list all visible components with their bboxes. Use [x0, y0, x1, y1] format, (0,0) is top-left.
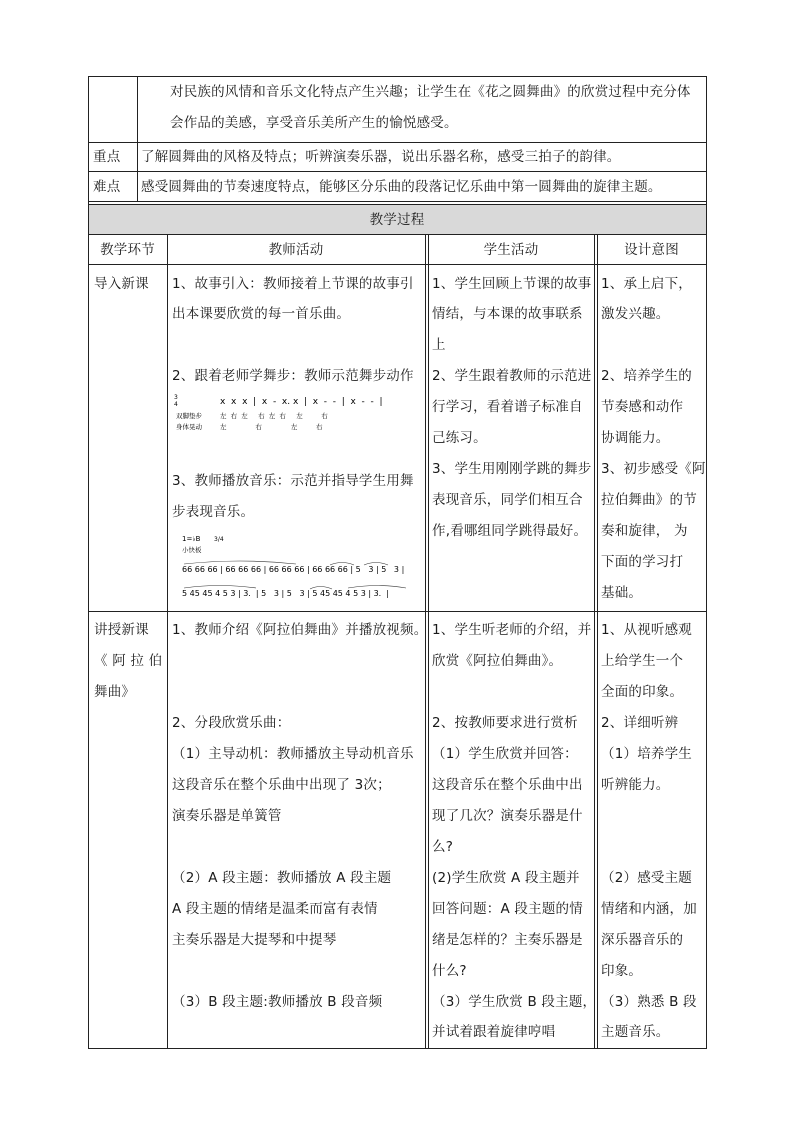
dance-time-sig-bottom: 4: [174, 401, 178, 408]
intro-student-p1-l1: 1、学生回顾上节课的故事: [432, 276, 592, 292]
newlesson-intent-l11: （3）熟悉 B 段: [601, 994, 697, 1010]
difficult-point-text: 感受圆舞曲的节奏速度特点，能够区分乐曲的段落记忆乐曲中第一圆舞曲的旋律主题。: [141, 179, 662, 195]
melody-key: 1=♭B: [182, 535, 201, 543]
newlesson-teacher-l2: 2、分段欣赏乐曲：: [172, 715, 291, 731]
intro-intent-p2-l1: 2、培养学生的: [601, 368, 692, 384]
newlesson-teacher-l6: （2）A 段主题：教师播放 A 段主题: [172, 870, 392, 886]
intro-teacher-p3-l2: 步表现音乐。: [172, 504, 255, 520]
melody-meter: 3/4: [214, 536, 224, 543]
intro-student-p3-l1: 3、学生用刚刚学跳的舞步: [432, 461, 592, 477]
key-point-text: 了解圆舞曲的风格及特点；听辨演奏乐器，说出乐器名称，感受三拍子的韵律。: [141, 149, 621, 165]
intro-intent-p3-l2: 拉伯舞曲》的节: [601, 492, 697, 508]
stage-newlesson-l1: 讲授新课: [94, 622, 149, 638]
newlesson-student-l7: 么?: [432, 839, 454, 855]
intro-student-p3-l2: 表现音乐，同学们相互合: [432, 492, 583, 508]
newlesson-intent-l9: 深乐器音乐的: [601, 932, 684, 948]
newlesson-student-l6: 现了几次？演奏乐器是什: [432, 808, 583, 824]
newlesson-student-l8: (2)学生欣赏 A 段主题并: [432, 870, 580, 886]
intro-intent-p2-l3: 协调能力。: [601, 430, 670, 446]
column-header-student: 学生活动: [483, 242, 539, 258]
newlesson-intent-l4: 2、详细听辨: [601, 715, 679, 731]
newlesson-teacher-l8: 主奏乐器是大提琴和中提琴: [172, 932, 337, 948]
intro-intent-p3-l1: 3、初步感受《阿: [601, 461, 706, 477]
dance-notes: x x x | x - x. x | x - - | x - - |: [220, 397, 383, 407]
key-point-label: 重点: [93, 149, 121, 165]
stage-newlesson-l2: 《 阿 拉 伯: [94, 653, 163, 669]
intro-intent-p2-l2: 节奏感和动作: [601, 399, 684, 415]
newlesson-student-l4: （1）学生欣赏并回答：: [432, 746, 578, 762]
intro-student-p1-l3: 上: [432, 337, 446, 353]
dance-row2: 左 右 左 右: [220, 423, 323, 431]
intro-student-p2-l1: 2、学生跟着教师的示范进: [432, 368, 592, 384]
melody-tempo: 小快板: [182, 546, 202, 554]
newlesson-student-l9: 回答问题：A 段主题的情: [432, 901, 583, 917]
newlesson-intent-l10: 印象。: [601, 963, 643, 979]
stage-newlesson-l3: 舞曲》: [94, 684, 136, 700]
newlesson-intent-l12: 主题音乐。: [601, 1024, 670, 1040]
column-header-stage: 教学环节: [100, 242, 155, 258]
newlesson-student-l2: 欣赏《阿拉伯舞曲》。: [432, 653, 563, 669]
intro-teacher-p1-l1: 1、故事引入：教师接着上节课的故事引: [172, 276, 414, 292]
newlesson-student-l13: 并试着跟着旋律哼唱: [432, 1024, 556, 1040]
intro-student-p2-l3: 己练习。: [432, 430, 487, 446]
column-header-teacher: 教师活动: [268, 242, 324, 258]
newlesson-student-l10: 绪是怎样的？主奏乐器是: [432, 932, 583, 948]
intro-teacher-p1-l2: 出本课要欣赏的每一首乐曲。: [172, 306, 351, 322]
column-header-intent: 设计意图: [624, 242, 679, 258]
newlesson-student-l1: 1、学生听老师的介绍，并: [432, 622, 592, 638]
newlesson-intent-l7: （2）感受主题: [601, 870, 692, 886]
newlesson-intent-l5: （1）培养学生: [601, 746, 692, 762]
intro-intent-p1-l1: 1、承上启下，: [601, 276, 692, 292]
intro-intent-p3-l4: 下面的学习打: [601, 554, 684, 570]
melody-line-2: 5 45 45 4 5 3 | 3. | 5 3 | 5 3 | 5 45 45 4 5 3 | 3. |: [182, 589, 389, 598]
objective-line-1: 对民族的风情和音乐文化特点产生兴趣；让学生在《花之圆舞曲》的欣赏过程中充分体: [170, 84, 691, 100]
newlesson-intent-l1: 1、从视听感观: [601, 622, 692, 638]
intro-teacher-p2-l1: 2、跟着老师学舞步：教师示范舞步动作: [172, 368, 414, 384]
newlesson-student-l3: 2、按教师要求进行赏析: [432, 715, 578, 731]
melody-line-1: 66 66 66 | 66 66 66 | 66 66 66 | 66 66 66 | 5 3 | 5 3 |: [182, 565, 405, 574]
dance-row2-label: 身体晃动: [176, 423, 202, 431]
newlesson-intent-l8: 情绪和内涵，加: [601, 901, 697, 917]
stage-intro: 导入新课: [94, 276, 149, 292]
newlesson-teacher-l4: 这段音乐在整个乐曲中出现了 3次；: [172, 777, 391, 793]
dance-row1: 左 右 左 右 左 右 左 右: [220, 412, 328, 420]
intro-teacher-p3-l1: 3、教师播放音乐：示范并指导学生用舞: [172, 473, 414, 489]
melody-notation: [180, 532, 420, 608]
newlesson-student-l5: 这段音乐在整个乐曲中出: [432, 777, 583, 793]
intro-intent-p3-l5: 基础。: [601, 585, 643, 601]
dance-row1-label: 双脚垫步: [176, 412, 202, 420]
intro-student-p3-l3: 作,看哪组同学跳得最好。: [432, 523, 588, 539]
intro-student-p1-l2: 情结，与本课的故事联系: [432, 306, 583, 322]
dance-time-sig-top: 3: [174, 394, 178, 401]
newlesson-teacher-l7: A 段主题的情绪是温柔而富有表情: [172, 901, 378, 917]
newlesson-teacher-l5: 演奏乐器是单簧管: [172, 808, 282, 824]
difficult-point-label: 难点: [93, 179, 121, 195]
newlesson-teacher-l9: （3）B 段主题:教师播放 B 段音频: [172, 994, 383, 1010]
intro-intent-p3-l3: 奏和旋律， 为: [601, 523, 688, 539]
intro-intent-p1-l2: 激发兴趣。: [601, 306, 670, 322]
newlesson-student-l11: 什么?: [432, 963, 467, 979]
section-title: 教学过程: [369, 212, 425, 228]
newlesson-teacher-l3: （1）主导动机：教师播放主导动机音乐: [172, 746, 414, 762]
newlesson-intent-l3: 全面的印象。: [601, 684, 684, 700]
dance-step-notation: [172, 390, 422, 436]
intro-student-p2-l2: 行学习，看着谱子标准自: [432, 399, 583, 415]
newlesson-intent-l2: 上给学生一个: [601, 653, 684, 669]
objective-line-2: 会作品的美感，享受音乐美所产生的愉悦感受。: [170, 115, 458, 131]
newlesson-teacher-l1: 1、教师介绍《阿拉伯舞曲》并播放视频。: [172, 622, 428, 638]
newlesson-student-l12: （3）学生欣赏 B 段主题，: [432, 994, 597, 1010]
newlesson-intent-l6: 听辨能力。: [601, 777, 670, 793]
